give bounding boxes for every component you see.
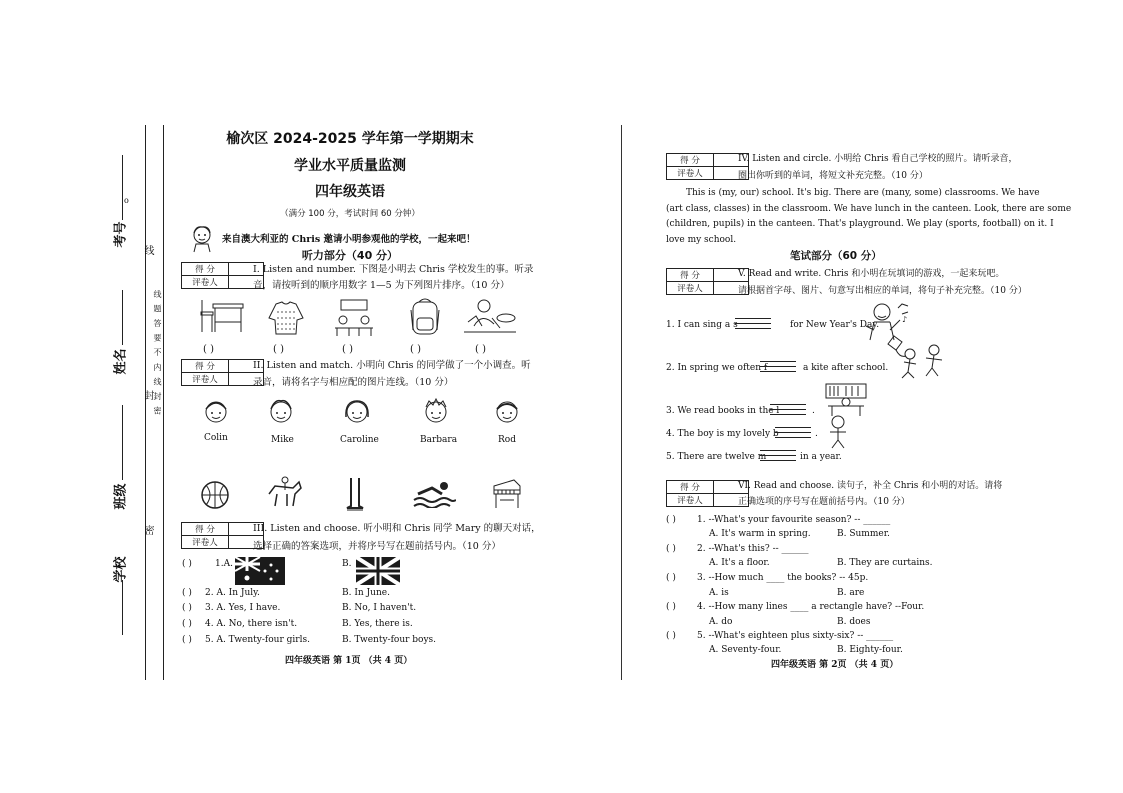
q6-option-1a: A. It's warm in spring. [709, 529, 811, 539]
q3-option-2b: B. In June. [342, 588, 390, 598]
q6-option-2b: B. They are curtains. [837, 558, 933, 568]
q5-item-4-post: . [815, 429, 818, 439]
face-barbara-icon [423, 397, 449, 427]
q4-instruction-line2: 圈出你听到的单词，将短文补充完整。（10 分） [738, 171, 928, 181]
q6-instruction-line2: 正确选项的序号写在题前括号内。（10 分） [738, 497, 910, 507]
q1-answer-paren-2[interactable]: ( ) [273, 344, 284, 355]
q1-instruction-line2: 音，请按听到的顺序用数字 1—5 为下列图片排序。（10 分） [253, 280, 510, 291]
q2-instruction-line2: 录音，请将名字与相应配的图片连线。（10 分） [253, 377, 454, 388]
q3-option-5b: B. Twenty-four boys. [342, 635, 437, 645]
swimming-icon [412, 480, 456, 508]
q5-item-3-blank[interactable] [770, 400, 806, 415]
margin-line-outer [145, 125, 146, 680]
q6-option-5b: B. Eighty-four. [837, 645, 903, 655]
margin-mi: 密 [142, 525, 153, 537]
q5-item-2-text: 2. In spring we often f [666, 363, 768, 373]
desk-chair-picture [199, 298, 247, 336]
q6-option-5a: A. Seventy-four. [709, 645, 782, 655]
q6-option-1b: B. Summer. [837, 529, 890, 539]
q6-instruction-line1: VI. Read and choose. 读句子，补全 Chris 和小明的对话。请将 [738, 481, 1003, 491]
q3-instruction-line2: 选择正确的答案选项，并将序号写在题前括号内。（10 分） [253, 541, 501, 552]
q1-instruction-line1: I. Listen and number. 下图是小明去 Chris 学校发生的事。听录 [253, 264, 534, 275]
q3-paren-1[interactable]: ( ) [182, 559, 192, 569]
q6-option-3a: A. is [709, 588, 729, 598]
skating-icon [345, 476, 365, 512]
name-barbara: Barbara [420, 435, 458, 445]
score-box-q4: 得 分 评卷人 [666, 153, 749, 180]
q6-question-4: 4. --How many lines ____ a rectangle have? --Four. [697, 602, 925, 612]
margin-feng: 封 [142, 390, 153, 402]
q6-paren-4[interactable]: ( ) [666, 602, 676, 612]
intro-text: 来自澳大利亚的 Chris 邀请小明参观他的学校，一起来吧！ [222, 234, 476, 245]
face-colin-icon [203, 397, 229, 427]
q4-instruction-line1: IV. Listen and circle. 小明给 Chris 看自己学校的照片。请听录音， [738, 154, 1018, 164]
q3-option-3b: B. No, I haven't. [342, 603, 417, 613]
q6-paren-2[interactable]: ( ) [666, 544, 676, 554]
q6-paren-3[interactable]: ( ) [666, 573, 676, 583]
classroom-picture [331, 298, 377, 338]
score-box-q3: 得 分 评卷人 [181, 522, 264, 549]
field-xuexiao: 学校 [113, 556, 129, 583]
name-colin: Colin [204, 433, 228, 443]
exam-title: 榆次区 2024-2025 学年第一学期期末 [226, 131, 474, 147]
q5-item-3-post: . [812, 406, 815, 416]
score-box-q1: 得 分 评卷人 [181, 262, 264, 289]
q2-instruction-line1: II. Listen and match. 小明向 Chris 的同学做了一个小调查。听 [253, 360, 531, 371]
q5-item-1-text: 1. I can sing a s [666, 320, 738, 330]
piano-icon [492, 478, 522, 510]
q6-question-5: 5. --What's eighteen plus sixty-six? -- ______ [697, 631, 894, 641]
q5-item-2-post: a kite after school. [803, 363, 889, 373]
library-picture [822, 382, 870, 418]
q3-option-1a: 1.A. [215, 559, 233, 569]
q3-option-1b: B. [342, 559, 352, 569]
margin-line-inner [163, 125, 164, 680]
schoolbag-picture [408, 296, 442, 338]
basketball-icon [200, 480, 230, 510]
margin-dot: o [124, 196, 129, 205]
field-xingming: 姓名 [113, 348, 129, 375]
q5-item-4-text: 4. The boy is my lovely b [666, 429, 779, 439]
q5-instruction-line2: 请根据首字母、图片、句意写出相应的单词，将句子补充完整。（10 分） [738, 286, 1027, 296]
field-banji: 班级 [113, 483, 129, 510]
q4-passage-line2: (art class, classes) in the classroom. We have lunch in the canteen. Look, there are some [666, 204, 1072, 214]
score-box-q5: 得 分 评卷人 [666, 268, 749, 295]
q5-instruction-line1: V. Read and write. Chris 和小明在玩填词的游戏，一起来玩吧。 [738, 269, 1005, 279]
playground-picture [462, 296, 518, 338]
q5-item-5-text: 5. There are twelve m [666, 452, 767, 462]
q3-instruction-line1: III. Listen and choose. 听小明和 Chris 同学 Mary 的聊天对话， [253, 523, 541, 534]
q6-question-1: 1. --What's your favourite season? -- ______ [697, 515, 891, 525]
q6-option-2a: A. It's a floor. [709, 558, 770, 568]
q6-option-4b: B. does [837, 617, 871, 627]
q1-answer-paren-3[interactable]: ( ) [342, 344, 353, 355]
australia-flag-icon [235, 557, 285, 585]
q5-item-1-blank[interactable] [735, 314, 771, 329]
exam-score-info: （满分 100 分，考试时间 60 分钟） [280, 209, 420, 219]
name-mike: Mike [271, 435, 294, 445]
kite-children-picture [886, 334, 950, 380]
field-kaohao: 考号 [113, 221, 129, 248]
exam-subtitle-quality: 学业水平质量监测 [294, 158, 406, 174]
uk-flag-icon [356, 557, 400, 585]
page-divider [621, 125, 622, 680]
q6-option-3b: B. are [837, 588, 865, 598]
q4-passage-line1: This is (my, our) school. It's big. There are (many, some) classrooms. We have [686, 188, 1040, 198]
margin-vertical-notice: 线 题 答 要 不 内 线 封 密 [153, 290, 162, 417]
q3-option-4a: 4. A. No, there isn't. [205, 619, 298, 629]
horse-riding-icon [265, 476, 305, 512]
q4-passage-line4: love my school. [666, 235, 737, 245]
q1-answer-paren-5[interactable]: ( ) [475, 344, 486, 355]
name-rod: Rod [498, 435, 516, 445]
q3-option-3a: 3. A. Yes, I have. [205, 603, 281, 613]
score-box-q6: 得 分 评卷人 [666, 480, 749, 507]
exam-subject: 四年级英语 [315, 184, 385, 200]
q3-paren-3[interactable]: ( ) [182, 603, 192, 613]
q3-paren-5[interactable]: ( ) [182, 635, 192, 645]
little-boy-picture [826, 414, 850, 450]
q5-item-3-text: 3. We read books in the l [666, 406, 780, 416]
q4-passage-line3: (children, pupils) in the canteen. That's playground. We play (sports, football) on it. I [666, 219, 1054, 229]
face-caroline-icon [343, 397, 371, 427]
q6-question-3: 3. --How much ____ the books? -- 45p. [697, 573, 869, 583]
score-box-q2: 得 分 评卷人 [181, 359, 264, 386]
q5-item-1-post: for New Year's Day. [790, 320, 880, 330]
q3-option-2a: 2. A. In July. [205, 588, 260, 598]
q5-item-5-post: in a year. [800, 452, 842, 462]
margin-xian: 线 [142, 245, 153, 257]
sweater-picture [266, 298, 306, 338]
q6-question-2: 2. --What's this? -- ______ [697, 544, 809, 554]
q6-paren-5[interactable]: ( ) [666, 631, 676, 641]
q6-option-4a: A. do [709, 617, 733, 627]
face-mike-icon [268, 397, 294, 427]
name-caroline: Caroline [340, 435, 379, 445]
q6-paren-1[interactable]: ( ) [666, 515, 676, 525]
q3-paren-4[interactable]: ( ) [182, 619, 192, 629]
section-writing: 笔试部分（60 分） [790, 250, 882, 262]
q1-answer-paren-1[interactable]: ( ) [203, 344, 214, 355]
page1-footer: 四年级英语 第 1页 （共 4 页） [285, 656, 413, 666]
q3-option-4b: B. Yes, there is. [342, 619, 413, 629]
q3-option-5a: 5. A. Twenty-four girls. [205, 635, 310, 645]
svg-text:♪: ♪ [902, 315, 908, 324]
q5-item-4-blank[interactable] [775, 423, 811, 438]
q5-item-5-blank[interactable] [760, 446, 796, 461]
face-rod-icon [494, 397, 520, 427]
q5-item-2-blank[interactable] [760, 357, 796, 372]
q1-answer-paren-4[interactable]: ( ) [410, 344, 421, 355]
q3-paren-2[interactable]: ( ) [182, 588, 192, 598]
section-listening: 听力部分（40 分） [301, 249, 399, 262]
page2-footer: 四年级英语 第 2页 （共 4 页） [771, 660, 899, 670]
